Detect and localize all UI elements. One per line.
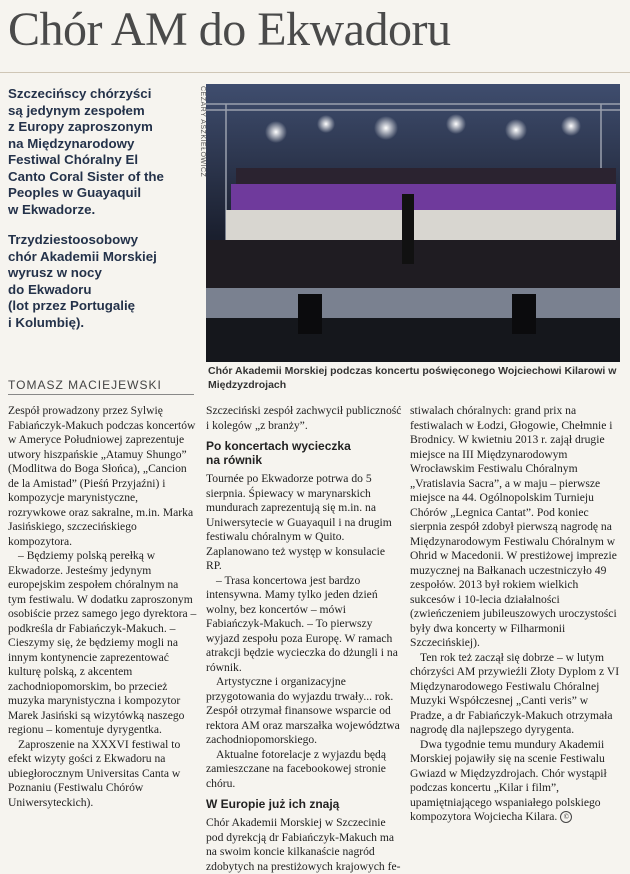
concert-photo: [206, 84, 620, 362]
author-byline: TOMASZ MACIEJEWSKI: [8, 378, 194, 395]
paragraph: – Będziemy polską perełką w Ekwadorze. Jesteśmy jedynym europejskim zespołem chóralnym na tym festiwalu. W dodatku zaproszonym osobiście przez samego jego dyrektora – podkreśla dr Fabiańczyk-Makuch. – Cieszymy się, że będziemy mogli na innym kontynencie zaprezentować kulturę polską, z akcentem zachodniopomorskim, bo przecież muzyka marynistyczna i kompozytor Marek Jasiński są wizytówką naszego regionu – komentuje dyrygentka.: [8, 549, 197, 736]
paragraph: Artystyczne i organizacyjne przygotowania do wyjazdu trwały... rok. Zespół otrzymał finansowe wsparcie od rektora AM oraz marszałka województwa zachodniopomorskiego.: [206, 675, 400, 746]
headline: Chór AM do Ekwadoru: [8, 3, 451, 56]
subheading: W Europie już ich znają: [206, 797, 340, 811]
paragraph: Tournée po Ekwadorze potrwa do 5 sierpnia. Śpiewacy w marynarskich mundurach zaprezentują się m.in. na Uniwersytecie w Guayaquil i na drugim festiwalu chóralnym w Quito. Zaplanowano też występ w konsulacie RP.: [206, 472, 392, 572]
paragraph: – Trasa koncertowa jest bardzo intensywna. Mamy tylko jeden dzień wolny, bez koncertów – mówi Fabiańczyk-Makuch. – To pierwszy wyjazd zespołu poza Europę. W ramach atrakcji będzie wycieczka do dżungli i na równik.: [206, 573, 398, 674]
end-of-article-icon: ©: [560, 811, 572, 823]
lead: [8, 86, 188, 345]
subheading: Po koncertach wycieczka na równik: [206, 439, 351, 467]
choir-back-row: [236, 168, 616, 186]
lead-paragraph: Szczecińscy chórzyści są jedynym zespołem z Europy zaproszonym na Międzynarodowy Festiwal Chóralny El Canto Coral Sister of the Peoples w Guayaquil w Ekwadorze.: [8, 86, 164, 217]
text-column-3: [410, 404, 622, 825]
photo-caption: Chór Akademii Morskiej podczas koncertu poświęconego Wojciechowi Kilarowi w Międzyzdrojach: [208, 365, 617, 391]
paragraph: stiwalach chóralnych: grand prix na festiwalach w Łodzi, Głogowie, Chełmnie i Brodnicy. W kwietniu 2013 r. zajął drugie miejsce na III Międzynarodowym Wrocławskim Festiwalu Chóralnym „Vratislavia Sacra”, a w maju – pierwsze miejsce na 44. Ogólnopolskim Turnieju Chórów „Legnica Cantat”. Pod koniec sierpnia zespół zdobył pierwszą nagrodę na Międzynarodowym Festiwalu Chóralnym w Ohrid w Macedonii. W prestiżowej imprezie muzycznej na Bałkanach uczestniczyło 49 zespołów. 2013 był rokiem wielkich sukcesów i 10-lecia działalności (zwieńczeniem jubileuszowych uroczystości były dwa koncerty w Filharmonii Szczecińskiej).: [410, 404, 617, 649]
paragraph: Ten rok też zaczął się dobrze – w lutym chórzyści AM przywieźli Złoty Dyplom z VI Międzynarodowego Festiwalu Chóralnej Muzyki Współczesnej „Canti veris” w Pradze, a dr Fabiańczyk-Makuch otrzymała nagrodę dla najlepszego dyrygenta.: [410, 650, 620, 736]
photo-credit-text: CEZARY ASZKIEŁOWICZ: [199, 86, 206, 178]
divider: [0, 72, 630, 73]
stage-front: [206, 318, 620, 362]
photo-credit: [196, 86, 206, 196]
stage-floor: [206, 288, 620, 318]
speaker: [512, 294, 536, 334]
choir-purple-row: [231, 184, 616, 210]
choir-white-row: [226, 210, 616, 240]
paragraph: Zespół prowadzony przez Sylwię Fabiańczyk-Makuch podczas koncertów w Ameryce Południowej zaprezentuje utwory hiszpańskie „Atamuy Shungo” (Modlitwa do Boga Słońca), „Cancion de la Amistad” (Pieśń Przyjaźni) i kompozycje marynistyczne, rozrywkowe oraz sakralne, m.in. Marka Jasińskiego, szczecińskiego kompozytora.: [8, 404, 196, 548]
conductor: [402, 194, 414, 264]
paragraph: Dwa tygodnie temu mundury Akademii Morskiej pojawiły się na scenie Festiwalu Gwiazd w Międzyzdrojach. Chór wystąpił podczas koncertu „Kilar i film”, upamiętniającego wspaniałego polskiego kompozytora Wojciecha Kilara. ©: [410, 737, 607, 823]
paragraph: Aktualne fotorelacje z wyjazdu będą zamieszczane na facebookowej stronie chóru.: [206, 747, 386, 790]
text-column-1: [8, 404, 198, 810]
text-column-2: [206, 404, 402, 874]
speaker: [298, 294, 322, 334]
lead-paragraph: Trzydziestoosobowy chór Akademii Morskiej wyrusz w nocy do Ekwadoru (lot przez Portugalię i Kolumbię).: [8, 232, 157, 330]
paragraph: Chór Akademii Morskiej w Szczecinie pod dyrekcją dr Fabiańczyk-Makuch ma na swoim koncie kilkanaście nagród zdobytych na prestiżowych krajowych fe-: [206, 816, 401, 873]
paragraph: Zaproszenie na XXXVI festiwal to efekt wizyty gości z Ekwadoru na ubiegłorocznym Universitas Canta w Poznaniu (Festiwalu Chórów Uniwersyteckich).: [8, 737, 181, 809]
paragraph: Szczeciński zespół zachwycił publiczność i kolegów „z branży”.: [206, 404, 402, 432]
